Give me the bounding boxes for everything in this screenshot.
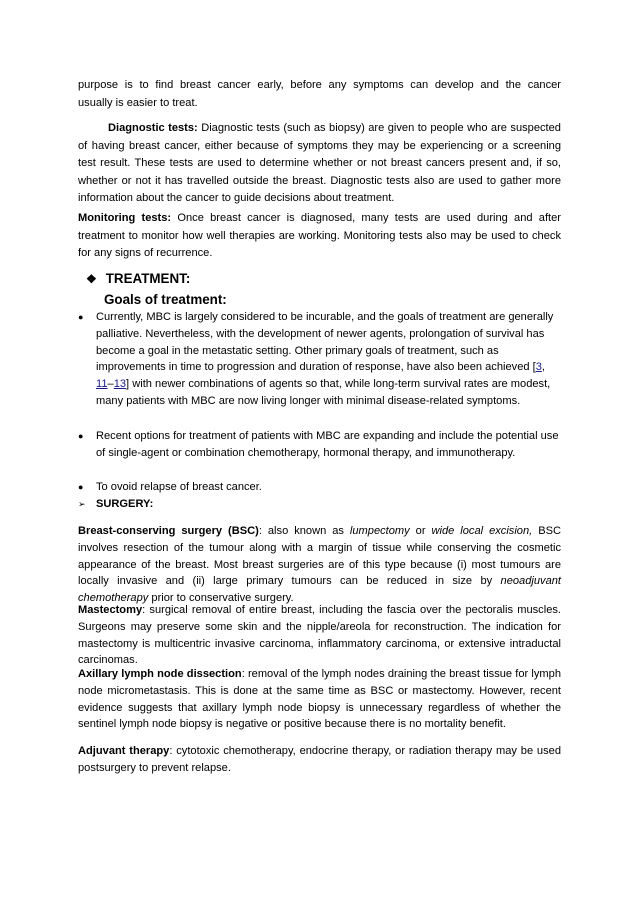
- bullet-1-text-post: ] with newer combinations of agents so that, while long-term survival rates are modest, many patients with MBC are now living longer with minimal disease-related symptoms.: [96, 378, 551, 407]
- bcs-paragraph: [78, 523, 561, 607]
- bcs-term: neoadjuvant chemotherapy: [78, 575, 561, 605]
- bcs-text: : also known as: [258, 525, 350, 537]
- list-item: [78, 479, 561, 496]
- intro-line-1: purpose is to find breast cancer early, before any symptoms can develop and the cancer: [78, 79, 561, 91]
- mastectomy-text: : surgical removal of entire breast, including the fascia over the pectoralis muscles. Surgeons may preserve some skin and the nipple/areola for reconstruction. The indication for mastectomy is multicentric invasive carcinoma, inflammatory carcinoma, or extensive intraductal carcinomas.: [78, 604, 561, 667]
- axillary-text: : removal of the lymph nodes draining the breast tissue for lymph node micrometastasis. This is done at the same time as BSC or mastectomy. However, recent evidence suggests that axillary lymph node biopsy is unnecessary regardless of whether the sentinel lymph node biopsy is negative or positive because there is no mortality benefit.: [78, 668, 561, 731]
- bullet-dot-icon: ●: [78, 312, 84, 322]
- monitoring-tests-paragraph: [78, 210, 561, 263]
- mastectomy-label: Mastectomy: [78, 604, 143, 616]
- separator: ,: [541, 361, 545, 374]
- bcs-text: BSC involves resection of the tumour along with a margin of tissue while conserving the cosmetic appearance of the breast. Most breast surgeries are of this type because (i) most tumours are locally invasive and (ii) large primary tumours can be reduced in size by: [78, 525, 562, 588]
- reference-link[interactable]: 11: [96, 378, 108, 391]
- list-item: [78, 309, 561, 410]
- arrow-bullet-icon: ➢: [78, 499, 86, 509]
- bcs-text: prior to conservative surgery.: [148, 592, 294, 605]
- bullet-text-1: [96, 309, 561, 410]
- mastectomy-paragraph: [78, 602, 561, 669]
- intro-paragraph: [78, 77, 561, 112]
- surgery-heading-text: SURGERY:: [96, 498, 154, 510]
- bullet-text-2: Recent options for treatment of patients with MBC are expanding and include the potential use of single-agent or combination chemotherapy, hormonal therapy, and immunotherapy.: [96, 430, 559, 459]
- separator: –: [107, 378, 114, 391]
- treatment-heading-text: TREATMENT:: [105, 271, 191, 286]
- intro-line-2: usually is easier to treat.: [78, 96, 198, 109]
- bcs-term: lumpectomy: [349, 525, 410, 537]
- bullet-text-3: To ovoid relapse of breast cancer.: [96, 481, 262, 493]
- reference-link[interactable]: 13: [113, 378, 127, 391]
- bullet-dot-icon: ●: [78, 482, 84, 492]
- diamond-bullet-icon: ❖: [86, 272, 97, 286]
- treatment-heading: [86, 271, 190, 286]
- surgery-heading: [78, 496, 561, 513]
- diagnostic-tests-paragraph: [78, 120, 561, 208]
- diagnostic-tests-text: Diagnostic tests (such as biopsy) are given to people who are suspected of having breast cancer, either because of symptoms they may be experiencing or a screening test result. These tests are used to determine whether or not breast cancers present and, if so, whether or not it has travelled outside the breast. Diagnostic tests also are used to gather more information about the cancer to guide decisions about treatment.: [78, 122, 561, 205]
- bcs-term: wide local excision,: [431, 525, 533, 537]
- axillary-paragraph: [78, 666, 561, 733]
- monitoring-tests-text: Once breast cancer is diagnosed, many tests are used during and after treatment to monitor how well therapies are working. Monitoring tests also may be used to check for any signs of recurrence.: [78, 212, 561, 260]
- goals-heading: Goals of treatment:: [104, 292, 227, 307]
- axillary-label: Axillary lymph node dissection: [78, 668, 242, 680]
- bcs-text: or: [409, 525, 432, 537]
- reference-link[interactable]: 3: [535, 361, 542, 374]
- bcs-label: Breast-conserving surgery (BSC): [78, 525, 259, 537]
- bullet-1-text-pre: Currently, MBC is largely considered to be incurable, and the goals of treatment are generally palliative. Nevertheless, with the development of newer agents, prolongation of survival has become a goal in the metastatic setting. Other primary goals of treatment, such as improvements in time to progression and duration of response, have also been achieved [: [96, 311, 554, 374]
- list-item: [78, 428, 561, 462]
- monitoring-tests-label: Monitoring tests:: [78, 212, 172, 224]
- adjuvant-text: : cytotoxic chemotherapy, endocrine therapy, or radiation therapy may be used postsurgery to prevent relapse.: [78, 745, 561, 774]
- diagnostic-tests-label: Diagnostic tests:: [108, 122, 198, 134]
- adjuvant-paragraph: [78, 743, 561, 777]
- bullet-dot-icon: ●: [78, 431, 84, 441]
- adjuvant-label: Adjuvant therapy: [78, 745, 170, 757]
